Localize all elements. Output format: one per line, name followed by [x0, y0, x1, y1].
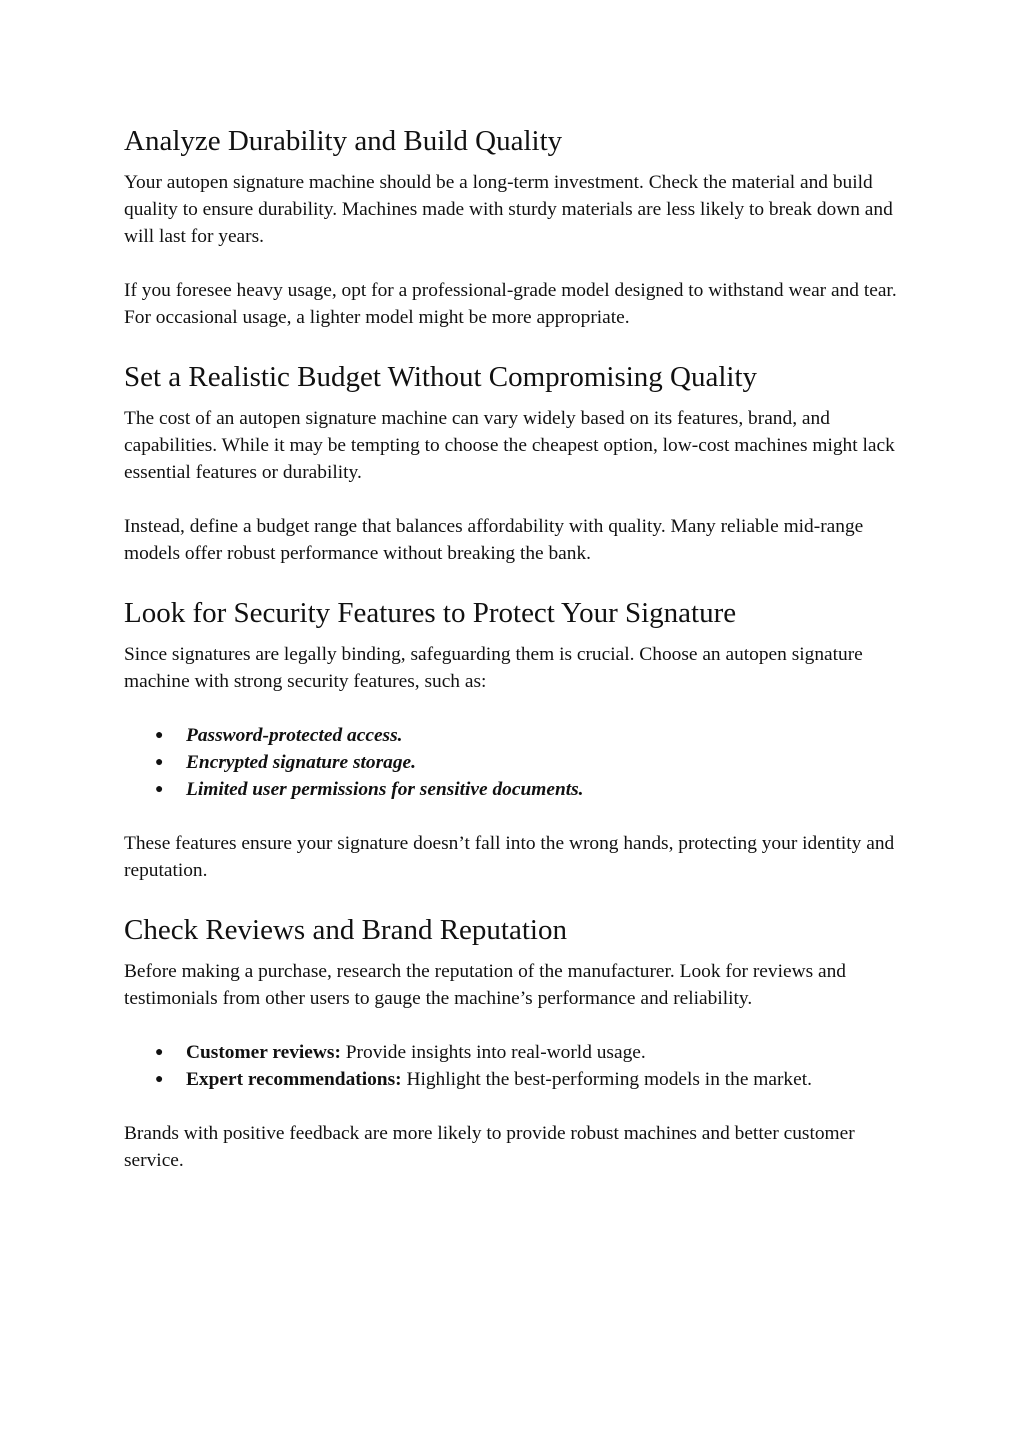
paragraph: If you foresee heavy usage, opt for a professional-grade model designed to withstand wear and tear. For occasional usage, a lighter model might be more appropriate.: [124, 280, 897, 328]
reviews-list: [124, 1039, 914, 1093]
list-item: [124, 722, 914, 749]
document-page: [124, 122, 914, 1174]
paragraph: These features ensure your signature doesn’t fall into the wrong hands, protecting your identity and reputation.: [124, 833, 895, 881]
section-heading-durability: Analyze Durability and Build Quality: [124, 125, 563, 157]
paragraph: Your autopen signature machine should be a long-term investment. Check the material and build quality to ensure durability. Machines made with sturdy materials are less likely to break down and will last for years.: [124, 172, 893, 247]
bullet-icon: ●: [155, 1045, 164, 1060]
list-item: [124, 1039, 914, 1066]
list-item: [124, 776, 914, 803]
list-item-text: Encrypted signature storage.: [186, 752, 417, 773]
bullet-icon: ●: [155, 755, 164, 770]
list-item-label: Expert recommendations:: [186, 1069, 402, 1090]
list-item-text: Provide insights into real-world usage.: [340, 1042, 646, 1063]
list-item-text: Limited user permissions for sensitive documents.: [186, 779, 584, 800]
paragraph: Since signatures are legally binding, safeguarding them is crucial. Choose an autopen signature machine with strong security features, such as:: [124, 644, 863, 692]
bullet-icon: ●: [155, 1072, 164, 1087]
list-item: [124, 749, 914, 776]
section-heading-budget: Set a Realistic Budget Without Compromising Quality: [124, 361, 758, 393]
paragraph: Instead, define a budget range that balances affordability with quality. Many reliable mid-range models offer robust performance without breaking the bank.: [124, 516, 864, 564]
list-item: [124, 1066, 914, 1093]
paragraph: The cost of an autopen signature machine can vary widely based on its features, brand, and capabilities. While it may be tempting to choose the cheapest option, low-cost machines might lack essential features or durability.: [124, 408, 895, 483]
bullet-icon: ●: [155, 728, 164, 743]
list-item-label: Customer reviews:: [186, 1042, 341, 1063]
bullet-icon: ●: [155, 782, 164, 797]
section-heading-reviews: Check Reviews and Brand Reputation: [124, 914, 567, 946]
paragraph: Before making a purchase, research the reputation of the manufacturer. Look for reviews and testimonials from other users to gauge the machine’s performance and reliability.: [124, 961, 846, 1009]
list-item-text: Highlight the best-performing models in the market.: [401, 1069, 812, 1090]
section-heading-security: Look for Security Features to Protect Your Signature: [124, 597, 737, 629]
security-feature-list: [124, 722, 914, 803]
list-item-text: Password-protected access.: [186, 725, 403, 746]
paragraph: Brands with positive feedback are more likely to provide robust machines and better customer service.: [124, 1123, 855, 1171]
